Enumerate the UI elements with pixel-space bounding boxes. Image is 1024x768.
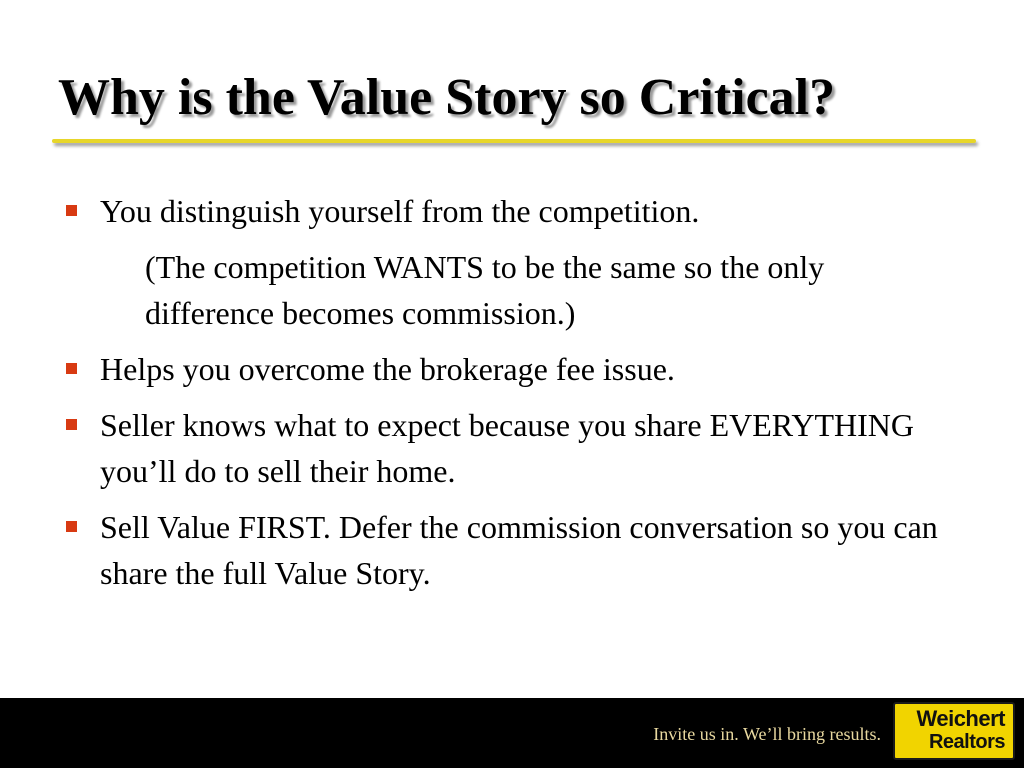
slide-title: Why is the Value Story so Critical? bbox=[58, 69, 836, 126]
square-bullet-icon bbox=[66, 419, 77, 430]
square-bullet-icon bbox=[66, 205, 77, 216]
footer-tagline: Invite us in. We’ll bring results. bbox=[653, 724, 881, 744]
bullet-item bbox=[60, 346, 960, 392]
bullet-list bbox=[60, 188, 960, 606]
logo-subtitle: Realtors bbox=[928, 731, 1005, 753]
square-bullet-icon bbox=[66, 521, 77, 532]
bullet-note: (The competition WANTS to be the same so the only difference becomes commission.) bbox=[145, 249, 825, 331]
bullet-text: Seller knows what to expect because you share EVERYTHING you’ll do to sell their home. bbox=[100, 407, 914, 489]
bullet-text: You distinguish yourself from the competition. bbox=[100, 193, 700, 229]
bullet-text: Sell Value FIRST. Defer the commission conversation so you can share the full Value Story. bbox=[100, 509, 938, 591]
footer-bar bbox=[0, 698, 1024, 768]
bullet-text: Helps you overcome the brokerage fee issue. bbox=[100, 351, 675, 387]
weichert-logo bbox=[893, 702, 1015, 760]
title-underline bbox=[52, 139, 976, 143]
bullet-item bbox=[60, 402, 960, 494]
square-bullet-icon bbox=[66, 363, 77, 374]
bullet-item bbox=[60, 188, 960, 234]
logo-brand-name: Weichert bbox=[916, 706, 1005, 731]
bullet-item bbox=[60, 504, 960, 596]
